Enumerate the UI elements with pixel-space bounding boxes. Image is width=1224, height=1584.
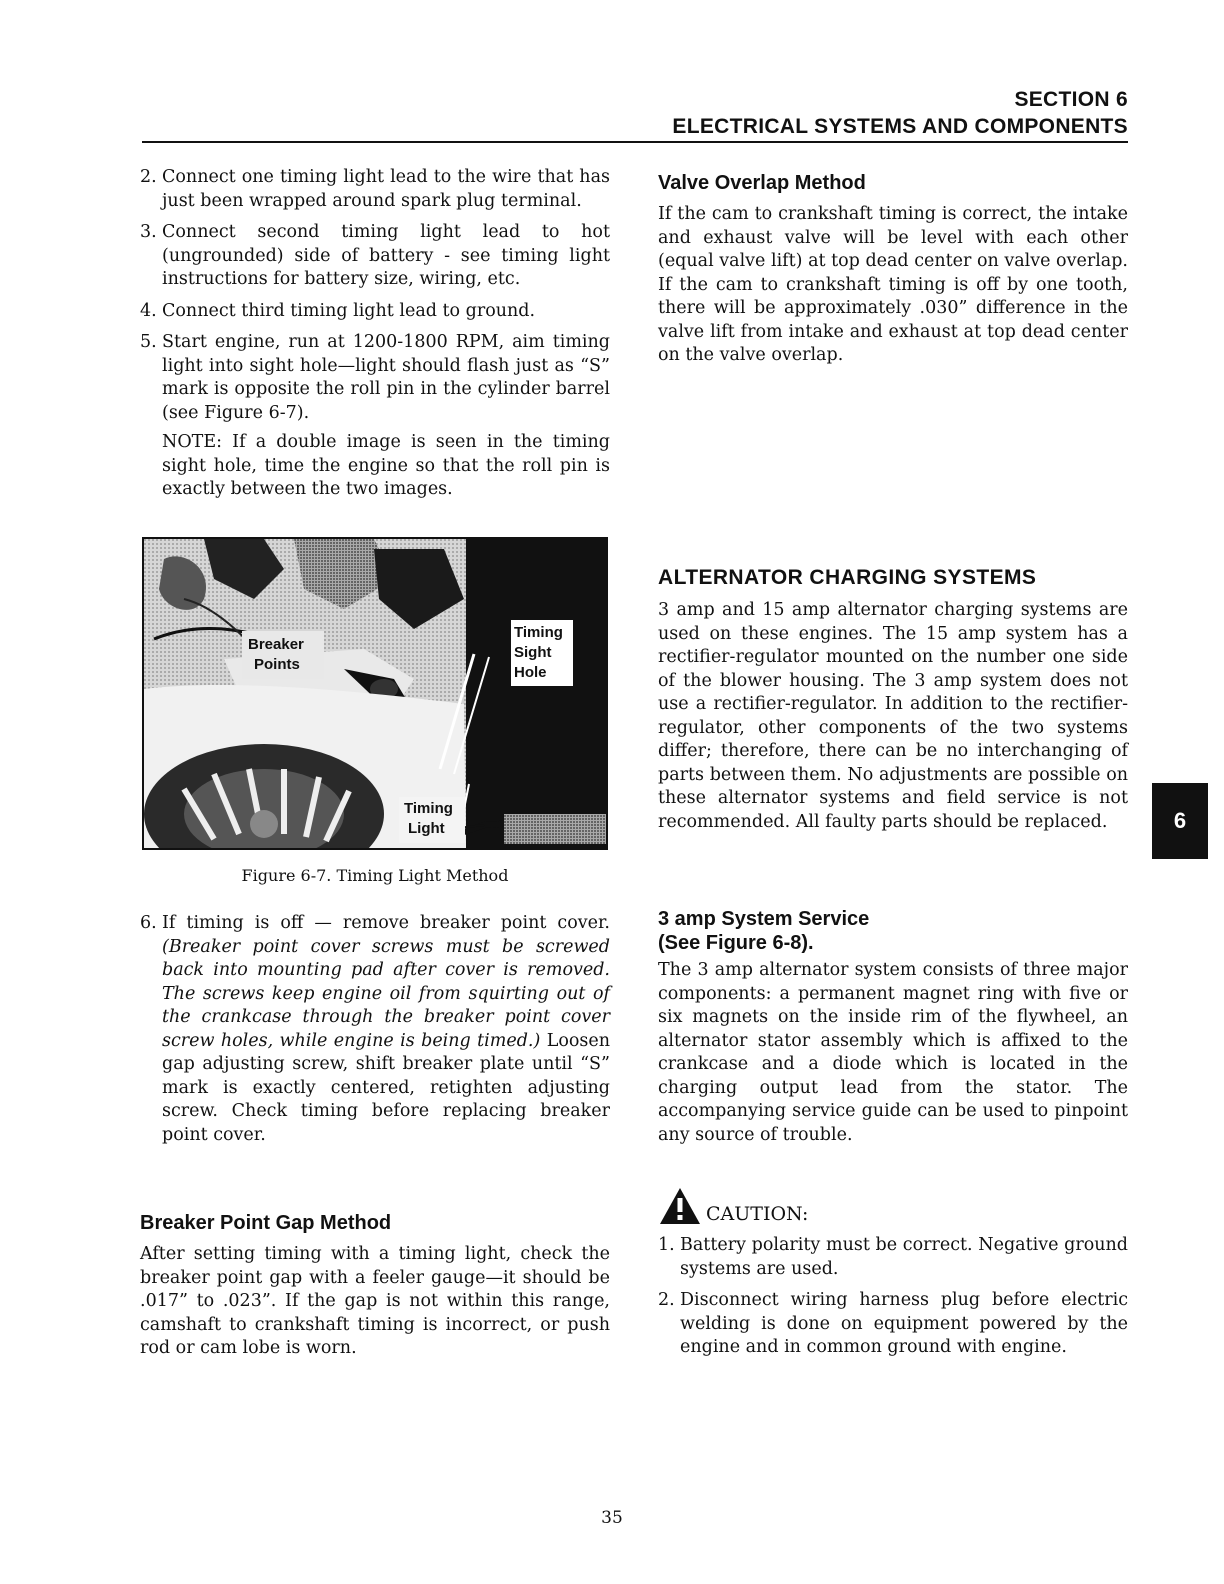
list-item: 2. Connect one timing light lead to the wire that has just been wrapped around spark plug terminal. <box>140 167 610 211</box>
valve-overlap-body: If the cam to crankshaft timing is correct, the intake and exhaust valve will be level with each other (equal valve lift) at top dead center on valve overlap. If the cam to crankshaft timing is off by one tooth, there will be approximately .030” difference in the valve lift from intake and exhaust at top dead center on the valve overlap. <box>658 204 1128 365</box>
breaker-gap-body: After setting timing with a timing light, check the breaker point gap with a feeler gauge—it should be .017” to .023”. If the gap is not within this range, camshaft to crankshaft timing is incorrect, or push rod or cam lobe is worn. <box>140 1244 610 1358</box>
section-header <box>672 86 1128 140</box>
alternator-section <box>658 565 1128 834</box>
caution-list <box>658 1234 1128 1360</box>
section-tab: 6 <box>1152 783 1208 859</box>
three-amp-body: The 3 amp alternator system consists of three major components: a permanent magnet ring with five or six magnets on the inside rim of the flywheel, an alternator stator assembly which is affixed to the crankcase and a diode which is located in the charging output lead from the stator. The accompanying service guide can be used to pinpoint any source of trouble. <box>658 960 1128 1145</box>
three-amp-section <box>658 907 1128 1147</box>
caution-word: CAUTION: <box>706 1203 809 1225</box>
list-item: 6. If timing is off — remove breaker point cover. (Breaker point cover screws must be screwed back into mounting pad after cover is removed. The screws keep engine oil from squirting out of the crankcase through the breaker point cover screw holes, while engine is being timed.) Loosen gap adjusting screw, shift breaker plate until “S” mark is exactly centered, retighten adjusting screw. Check timing before replacing breaker point cover. <box>140 913 610 1145</box>
page-number: 35 <box>601 1508 623 1528</box>
valve-overlap-section <box>658 171 1128 368</box>
list-item: 3. Connect second timing light lead to hot (ungrounded) side of battery - see timing light instructions for battery size, wiring, etc. <box>140 222 610 289</box>
alternator-body: 3 amp and 15 amp alternator charging systems are used on these engines. The 15 amp system has a rectifier-regulator mounted on the number one side of the blower housing. The 3 amp system does not use a rectifier-regulator. In addition to the rectifier-regulator, other components of the two systems differ; therefore, there can be no interchanging of parts between them. No adjustments are possible on these alternator systems and field service is not recommended. All faulty parts should be replaced. <box>658 600 1128 832</box>
warning-icon <box>658 1186 702 1226</box>
note-paragraph: NOTE: If a double image is seen in the timing sight hole, time the engine so that the roll pin is exactly between the two images. <box>162 432 610 499</box>
engine-photo-illustration <box>144 539 606 848</box>
section-title: ELECTRICAL SYSTEMS AND COMPONENTS <box>672 115 1128 138</box>
list-item: 4. Connect third timing light lead to ground. <box>140 300 536 321</box>
caution-section <box>658 1186 1128 1368</box>
label-timing-sight-hole: Timing Sight Hole <box>514 624 563 681</box>
alternator-heading: ALTERNATOR CHARGING SYSTEMS <box>658 566 1037 589</box>
step-6 <box>140 912 610 1155</box>
header-rule <box>142 141 1128 143</box>
list-item: 5. Start engine, run at 1200-1800 RPM, aim timing light into sight hole—light should flash just as “S” mark is opposite the roll pin in the cylinder barrel (see Figure 6-7). <box>140 332 610 423</box>
figure-6-7 <box>142 537 608 850</box>
caution-title <box>658 1186 1128 1226</box>
label-timing-light: Timing Light <box>404 800 453 837</box>
breaker-gap-section <box>140 1211 610 1361</box>
timing-steps-list <box>140 166 610 425</box>
left-steps-top <box>140 166 610 502</box>
list-item: 2. Disconnect wiring harness plug before electric welding is done on equipment powered by the engine and in common ground with engine. <box>658 1290 1128 1357</box>
three-amp-heading: 3 amp System Service (See Figure 6-8). <box>658 908 870 954</box>
section-number: SECTION 6 <box>1014 88 1128 111</box>
label-breaker-points: Breaker Points <box>248 636 304 673</box>
valve-overlap-heading: Valve Overlap Method <box>658 172 866 194</box>
figure-caption: Figure 6-7. Timing Light Method <box>241 866 509 885</box>
breaker-gap-heading: Breaker Point Gap Method <box>140 1212 392 1234</box>
list-item: 1. Battery polarity must be correct. Negative ground systems are used. <box>658 1235 1128 1279</box>
